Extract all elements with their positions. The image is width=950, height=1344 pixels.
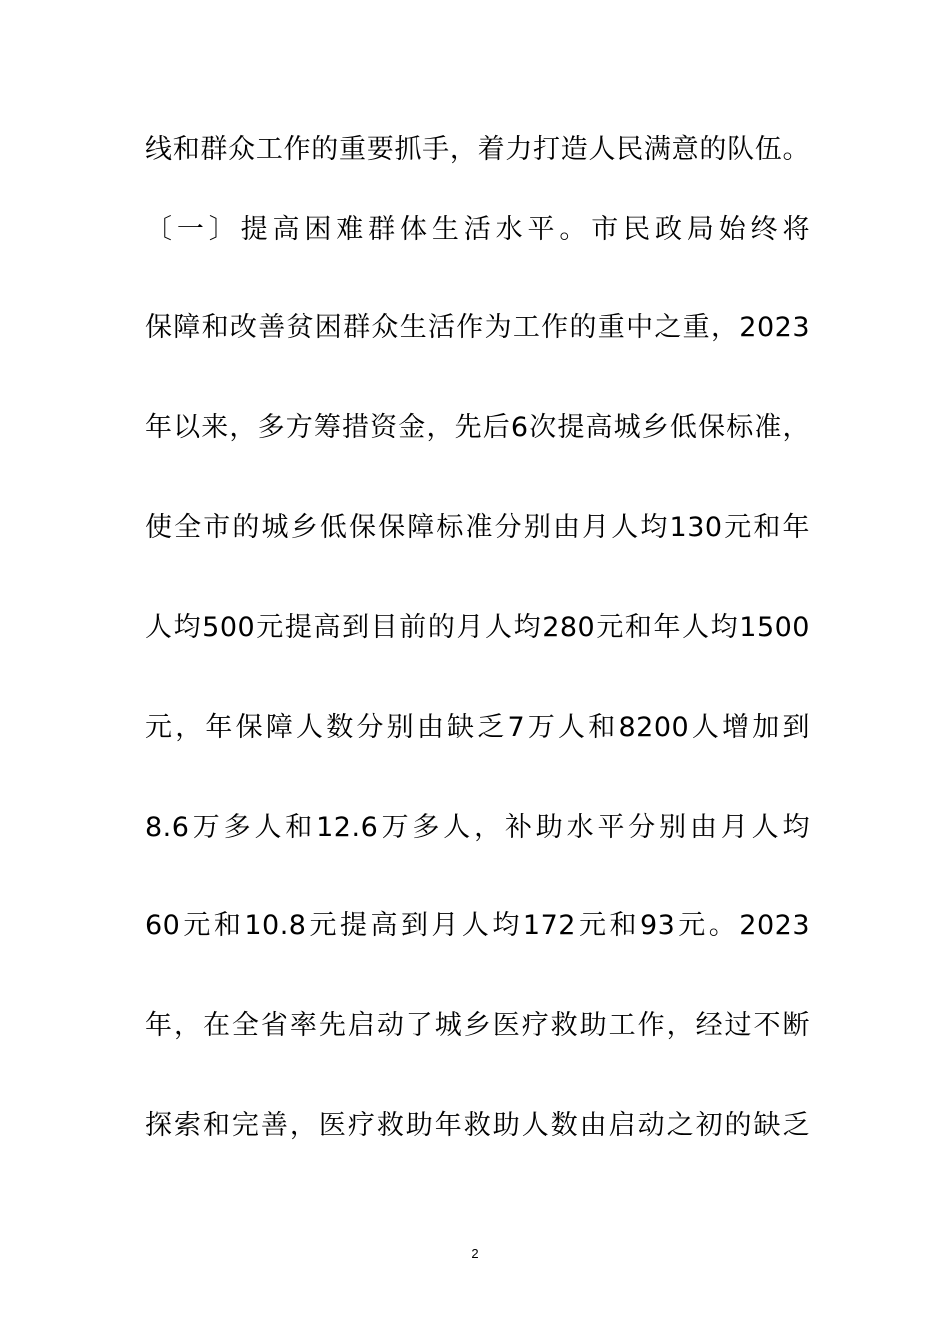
page-number: 2	[471, 1246, 479, 1261]
text-line-8: 8.6万多人和12.6万多人，补助水平分别由月人均	[145, 812, 810, 843]
text-line-7: 元，年保障人数分别由缺乏7万人和8200人增加到	[145, 712, 810, 743]
text-line-3: 保障和改善贫困群众生活作为工作的重中之重，2023	[145, 312, 810, 343]
text-line-1: 线和群众工作的重要抓手，着力打造人民满意的队伍。	[145, 134, 810, 165]
text-line-4: 年以来，多方筹措资金，先后6次提高城乡低保标准，	[145, 412, 810, 443]
text-line-9: 60元和10.8元提高到月人均172元和93元。2023	[145, 910, 810, 941]
text-line-5: 使全市的城乡低保保障标准分别由月人均130元和年	[145, 512, 810, 543]
text-line-6: 人均500元提高到目前的月人均280元和年人均1500	[145, 612, 810, 643]
text-line-10: 年，在全省率先启动了城乡医疗救助工作，经过不断	[145, 1010, 810, 1041]
text-line-11: 探索和完善，医疗救助年救助人数由启动之初的缺乏	[145, 1110, 810, 1141]
text-line-2: 〔一〕提高困难群体生活水平。市民政局始终将	[145, 214, 810, 245]
